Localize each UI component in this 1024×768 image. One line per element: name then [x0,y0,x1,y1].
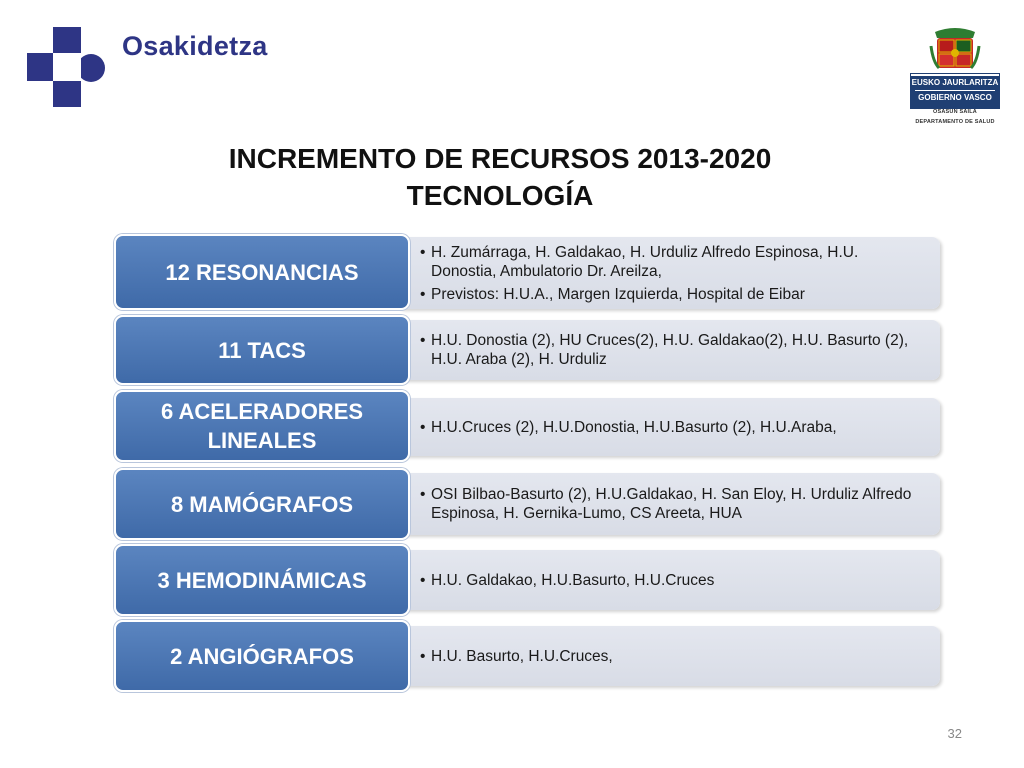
resource-detail-panel [396,320,940,380]
resource-label: 12 RESONANCIAS [114,234,410,310]
resource-bullet-list [396,331,940,369]
resource-label: 6 ACELERADORES LINEALES [114,390,410,462]
resource-row [114,468,944,540]
resource-bullet: • H. Zumárraga, H. Galdakao, H. Urduliz Alfredo Espinosa, H.U. Donostia, Ambulatorio Dr. Areilza, [420,243,922,281]
resource-row [114,315,944,385]
resource-row [114,544,944,616]
gobierno-vasco-logo [905,26,1005,128]
coat-of-arms-icon [929,26,981,72]
resource-list [114,234,944,694]
resource-bullet-list [396,647,631,666]
resource-detail-panel [396,473,940,535]
resource-label: 3 HEMODINÁMICAS [114,544,410,616]
resource-bullet-list [396,243,940,304]
resource-bullet: • H.U. Basurto, H.U.Cruces, [420,647,613,666]
resource-label: 11 TACS [114,315,410,385]
resource-bullet: • OSI Bilbao-Basurto (2), H.U.Galdakao, H. San Eloy, H. Urduliz Alfredo Espinosa, H. Gernika-Lumo, CS Areeta, HUA [420,485,922,523]
resource-detail-panel [396,237,940,309]
department-spanish: DEPARTAMENTO DE SALUD [915,119,995,125]
resource-detail-panel [396,626,940,686]
resource-bullet: • H.U.Cruces (2), H.U.Donostia, H.U.Basurto (2), H.U.Araba, [420,418,837,437]
resource-detail-panel [396,550,940,610]
resource-bullet-list [396,571,732,590]
title-line2: TECNOLOGÍA [406,180,594,211]
resource-bullet-list [396,485,940,523]
osakidetza-cross-icon [27,27,107,107]
resource-label: 2 ANGIÓGRAFOS [114,620,410,692]
resource-row [114,234,944,310]
osakidetza-logo [27,27,307,111]
resource-bullet: • H.U. Donostia (2), HU Cruces(2), H.U. Galdakao(2), H.U. Basurto (2), H.U. Araba (2), H. Urduliz [420,331,922,369]
resource-label: 8 MAMÓGRAFOS [114,468,410,540]
resource-bullet: • Previstos: H.U.A., Margen Izquierda, Hospital de Eibar [420,285,922,304]
resource-bullet-list [396,418,855,437]
title-line1: INCREMENTO DE RECURSOS 2013-2020 [228,143,772,174]
gov-band-line1: EUSKO JAURLARITZA [911,78,999,87]
gov-band-divider [915,90,995,91]
gov-band-line2: GOBIERNO VASCO [918,93,992,102]
resource-bullet: • H.U. Galdakao, H.U.Basurto, H.U.Cruces [420,571,714,590]
government-name-band [911,74,999,108]
resource-row [114,390,944,462]
resource-detail-panel [396,398,940,456]
slide-title [200,140,800,214]
resource-row [114,620,944,692]
organization-name: Osakidetza [122,31,268,61]
page-number: 32 [947,726,962,741]
department-basque: OSASUN SAILA [933,109,977,115]
